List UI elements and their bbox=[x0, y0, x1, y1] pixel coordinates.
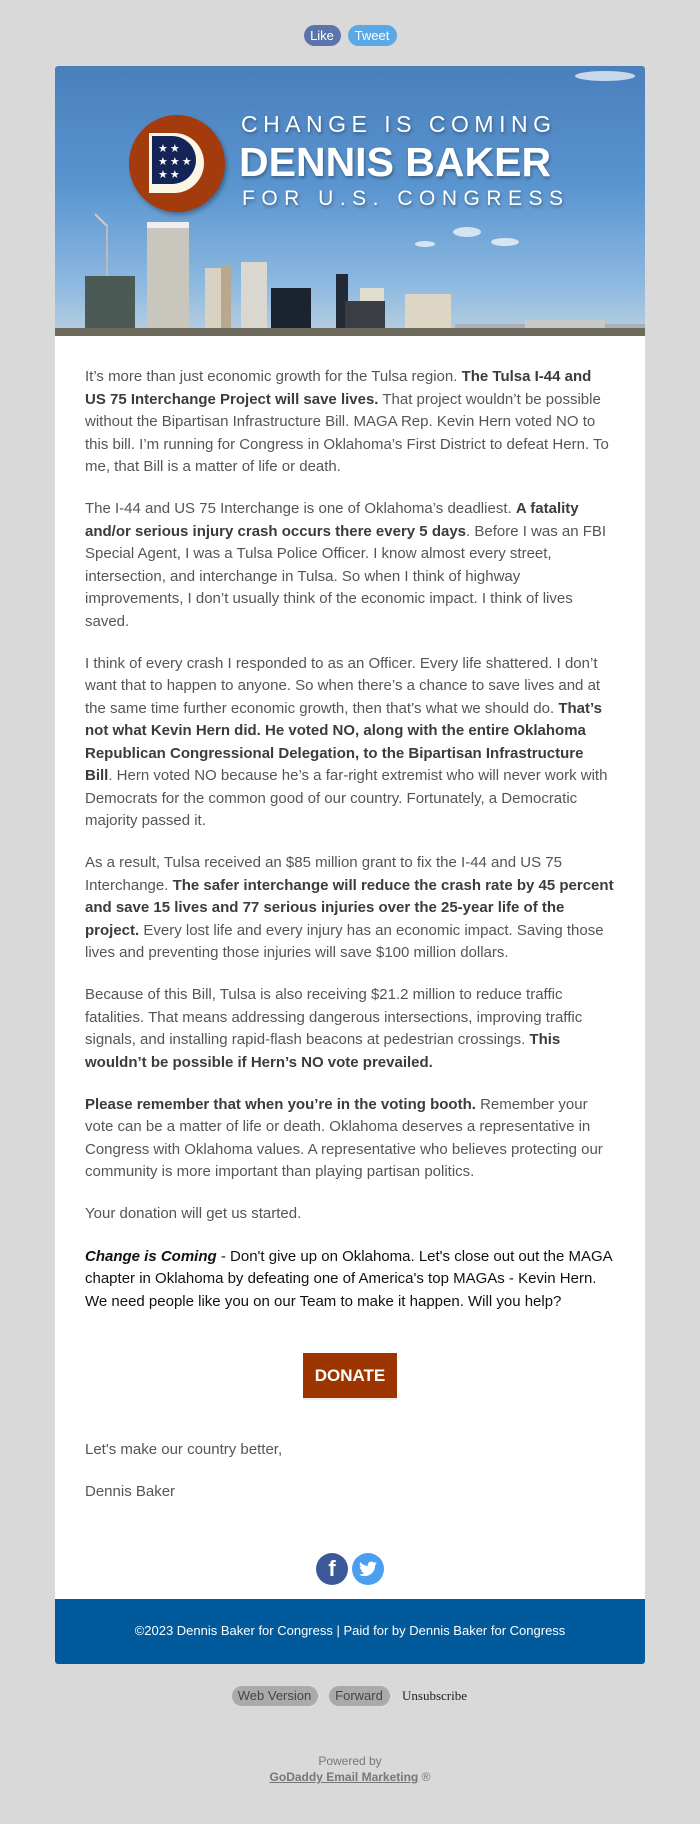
godaddy-link[interactable]: GoDaddy Email Marketing bbox=[269, 1770, 419, 1784]
registered-mark: ® bbox=[418, 1770, 431, 1784]
email-card bbox=[55, 66, 645, 1664]
cta-paragraph bbox=[85, 1246, 615, 1314]
office-title: FOR U.S. CONGRESS bbox=[242, 187, 570, 210]
powered-by-label: Powered by bbox=[318, 1754, 382, 1768]
closing-line: Let's make our country better, bbox=[85, 1441, 283, 1458]
forward-link[interactable]: Forward bbox=[329, 1686, 390, 1706]
powered-by bbox=[0, 1753, 700, 1805]
facebook-icon[interactable]: f bbox=[316, 1553, 348, 1585]
share-bar bbox=[0, 0, 700, 46]
donate-row bbox=[85, 1353, 615, 1398]
paragraph-text: The I-44 and US 75 Interchange is one of Oklahoma’s deadliest. bbox=[85, 500, 516, 517]
emphasis-text: The Tulsa I-44 and US 75 Interchange Project will save lives. bbox=[85, 368, 592, 408]
body-paragraph bbox=[85, 366, 615, 479]
tweet-button[interactable]: Tweet bbox=[348, 25, 397, 46]
paragraph-text: That project wouldn’t be possible without the Bipartisan Infrastructure Bill. MAGA Rep. Kevin Hern voted NO to this bill. I’m running for Congress in Oklahoma’s First District to defeat Hern. To me, that Bill is a matter of life or death. bbox=[85, 390, 609, 475]
candidate-name: DENNIS BAKER bbox=[239, 139, 552, 185]
donate-button[interactable]: DONATE bbox=[303, 1353, 397, 1398]
cta-lead: Change is Coming bbox=[85, 1247, 217, 1265]
body-paragraph bbox=[85, 984, 615, 1074]
paragraph-text: Remember your vote can be a matter of life or death. Oklahoma deserves a representative in Congress with Oklahoma values. A representative who believes protecting our community is more important than playing partisan politics. bbox=[85, 1095, 603, 1180]
body-paragraph bbox=[85, 1203, 615, 1226]
paragraph-text: As a result, Tulsa received an $85 million grant to fix the I-44 and US 75 Interchange. bbox=[85, 854, 562, 894]
signature-name: Dennis Baker bbox=[85, 1483, 176, 1500]
facebook-like-button[interactable]: Like bbox=[304, 25, 341, 46]
twitter-icon[interactable] bbox=[352, 1553, 384, 1585]
unsubscribe-link[interactable]: Unsubscribe bbox=[402, 1688, 467, 1703]
social-links bbox=[85, 1553, 615, 1585]
paragraph-text: Every lost life and every injury has an economic impact. Saving those lives and preventing those injuries will save $100 million dollars. bbox=[85, 921, 604, 961]
emphasis-text: This wouldn’t be possible if Hern’s NO vote prevailed. bbox=[85, 1031, 561, 1071]
web-version-link[interactable]: Web Version bbox=[232, 1686, 318, 1706]
cta-text: - Don't give up on Oklahoma. Let's close out out the MAGA chapter in Oklahoma by defeating one of America's top MAGAs - Kevin Hern. We need people like you on our Team to make it happen. Will you help? bbox=[85, 1247, 612, 1310]
emphasis-text: The safer interchange will reduce the crash rate by 45 percent and save 15 lives and 77 serious injuries over the 25-year life of the project. bbox=[85, 876, 614, 939]
emphasis-text: A fatality and/or serious injury crash occurs there every 5 days bbox=[85, 500, 579, 540]
paragraph-text: . Before I was an FBI Special Agent, I was a Tulsa Police Officer. I know almost every street, intersection, and interchange in Tulsa. So when I think of highway improvements, I don’t usually think of the economic impact. I think of lives saved. bbox=[85, 522, 607, 630]
body-paragraph bbox=[85, 852, 615, 965]
email-body bbox=[85, 366, 615, 1226]
stars-icon: ★★ ★★★ ★★ bbox=[152, 136, 196, 184]
footer-text: ©2023 Dennis Baker for Congress | Paid for by Dennis Baker for Congress bbox=[134, 1623, 566, 1638]
paragraph-text: I think of every crash I responded to as an Officer. Every life shattered. I don’t want that to happen to anyone. So when there’s a chance to save lives and at the same time further economic growth, then that’s what we should do. bbox=[85, 654, 601, 717]
footer-bar bbox=[55, 1599, 645, 1664]
campaign-logo bbox=[129, 115, 225, 212]
paragraph-text: It’s more than just economic growth for the Tulsa region. bbox=[85, 368, 462, 385]
emphasis-text: Please remember that when you’re in the voting booth. bbox=[85, 1095, 476, 1113]
paragraph-text: Your donation will get us started. bbox=[85, 1205, 302, 1222]
paragraph-text: Because of this Bill, Tulsa is also receiving $21.2 million to reduce traffic fatalities. That means addressing dangerous intersections, improving traffic signals, and installing rapid-flash beacons at pedestrian crossings. bbox=[85, 986, 583, 1048]
header-banner bbox=[55, 66, 645, 336]
paragraph-text: . Hern voted NO because he’s a far-right extremist who will never work with Democrats for the common good of our country. Fortunately, a Democratic majority passed it. bbox=[85, 767, 608, 829]
slogan: CHANGE IS COMING bbox=[241, 111, 557, 137]
body-paragraph bbox=[85, 1094, 615, 1184]
footer-links bbox=[0, 1686, 700, 1706]
body-paragraph bbox=[85, 653, 615, 833]
email-content bbox=[55, 336, 645, 1585]
emphasis-text: That’s not what Kevin Hern did. He voted NO, along with the entire Oklahoma Republican Congressional Delegation, to the Bipartisan Infrastructure Bill bbox=[85, 699, 602, 784]
body-paragraph bbox=[85, 498, 615, 633]
